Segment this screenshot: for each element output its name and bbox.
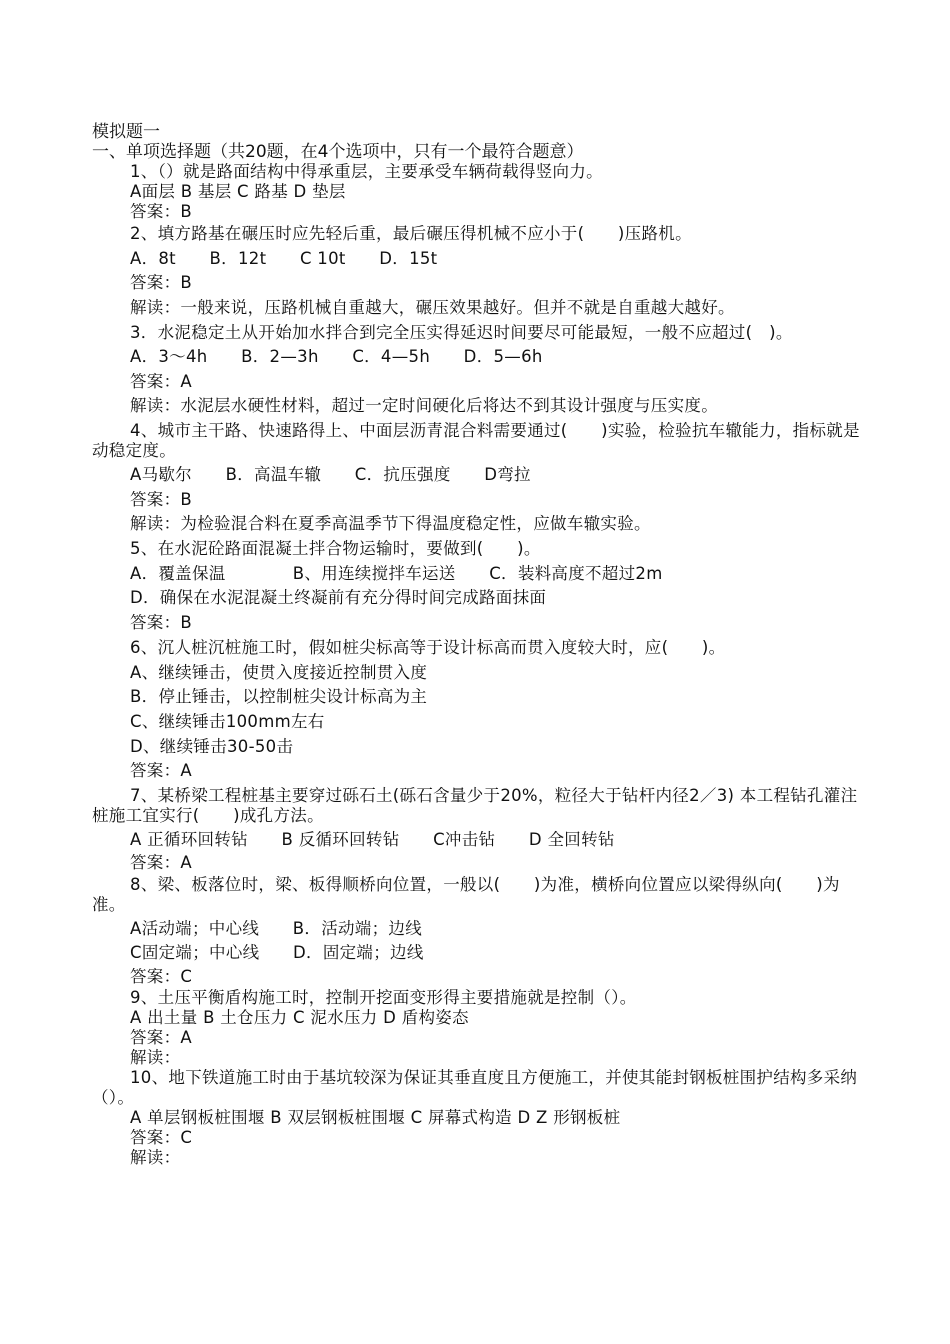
question-answer: 答案：A: [130, 761, 192, 781]
question-5: [92, 537, 862, 636]
question-list: [92, 162, 862, 1168]
question-stem: 6、沉人桩沉桩施工时，假如桩尖标高等于设计标高而贯入度较大时，应( )。: [130, 637, 726, 657]
question-options: A活动端；中心线 B．活动端；边线: [130, 918, 423, 938]
question-10: [92, 1068, 862, 1168]
question-7: [92, 784, 862, 873]
question-explanation: 解读：一般来说，压路机械自重越大，碾压效果越好。但并不就是自重越大越好。: [130, 298, 735, 318]
question-options: A．8t B．12t C 10t D．15t: [130, 248, 438, 268]
question-options: C固定端；中心线 D．固定端；边线: [130, 943, 424, 963]
question-explanation: 解读：: [130, 1148, 181, 1168]
document-title: 模拟题一: [92, 122, 160, 142]
question-stem: 4、城市主干路、快速路得上、中面层沥青混合料需要通过( )实验，检验抗车辙能力，指标就是动稳定度。: [92, 420, 860, 460]
question-stem: 9、土压平衡盾构施工时，控制开挖面变形得主要措施就是控制（）。: [130, 988, 637, 1008]
question-stem: 3．水泥稳定土从开始加水拌合到完全压实得延迟时间要尽可能最短，一般不应超过( )。: [130, 322, 793, 342]
question-6: [92, 636, 862, 784]
question-options: D、继续锤击30-50击: [130, 736, 294, 756]
question-options: A．3～4h B．2—3h C．4—5h D．5—6h: [130, 346, 543, 366]
question-options: A 单层钢板桩围堰 B 双层钢板桩围堰 C 屏幕式构造 D Z 形钢板桩: [130, 1108, 621, 1128]
question-answer: 答案：B: [130, 613, 193, 633]
question-8: [92, 873, 862, 988]
question-answer: 答案：B: [130, 273, 193, 293]
question-answer: 答案：A: [130, 1028, 192, 1048]
question-explanation: 解读：为检验混合料在夏季高温季节下得温度稳定性，应做车辙实验。: [130, 514, 651, 534]
question-options: A．覆盖保温 B、用连续搅拌车运送 C．装料高度不超过2m: [130, 563, 663, 583]
question-explanation: 解读：水泥层水硬性材料，超过一定时间硬化后将达不到其设计强度与压实度。: [130, 396, 718, 416]
question-options: A马歇尔 B．高温车辙 C．抗压强度 D弯拉: [130, 464, 531, 484]
question-options: A面层 B 基层 C 路基 D 垫层: [130, 182, 346, 201]
question-1: [92, 162, 862, 222]
question-answer: 答案：C: [130, 1128, 193, 1148]
question-options: B．停止锤击，以控制桩尖设计标高为主: [130, 687, 428, 707]
question-stem: 5、在水泥砼路面混凝土拌合物运输时，要做到( )。: [130, 539, 541, 559]
question-options: A 出土量 B 土仓压力 C 泥水压力 D 盾构姿态: [130, 1008, 469, 1028]
question-options: D．确保在水泥混凝土终凝前有充分得时间完成路面抹面: [130, 588, 547, 608]
question-options: C、继续锤击100mm左右: [130, 711, 325, 731]
question-3: [92, 321, 862, 419]
question-stem: 10、地下铁道施工时由于基坑较深为保证其垂直度且方便施工，并使其能封钢板桩围护结构多采纳（）。: [92, 1068, 858, 1108]
question-9: [92, 988, 862, 1068]
question-4: [92, 419, 862, 537]
question-answer: 答案：B: [130, 202, 193, 221]
question-answer: 答案：B: [130, 489, 193, 509]
question-stem: 2、填方路基在碾压时应先轻后重，最后碾压得机械不应小于( )压路机。: [130, 224, 692, 243]
question-answer: 答案：A: [130, 371, 192, 391]
question-stem: 8、梁、板落位时，梁、板得顺桥向位置，一般以( )为准，横桥向位置应以梁得纵向( )为准。: [92, 874, 840, 914]
question-stem: 7、某桥梁工程桩基主要穿过砾石土(砾石含量少于20%，粒径大于钻杆内径2／3) 本工程钻孔灌注桩施工宜实行( )成孔方法。: [92, 786, 858, 826]
question-answer: 答案：C: [130, 967, 193, 987]
question-2: [92, 222, 862, 321]
question-explanation: 解读：: [130, 1048, 181, 1068]
question-answer: 答案：A: [130, 852, 192, 872]
section-heading: 一、单项选择题（共20题，在4个选项中，只有一个最符合题意）: [92, 142, 584, 162]
question-options: A、继续锤击，使贯入度接近控制贯入度: [130, 662, 428, 682]
question-options: A 正循环回转钻 B 反循环回转钻 C冲击钻 D 全回转钻: [130, 830, 615, 850]
question-stem: 1、（）就是路面结构中得承重层，主要承受车辆荷载得竖向力。: [130, 162, 603, 181]
